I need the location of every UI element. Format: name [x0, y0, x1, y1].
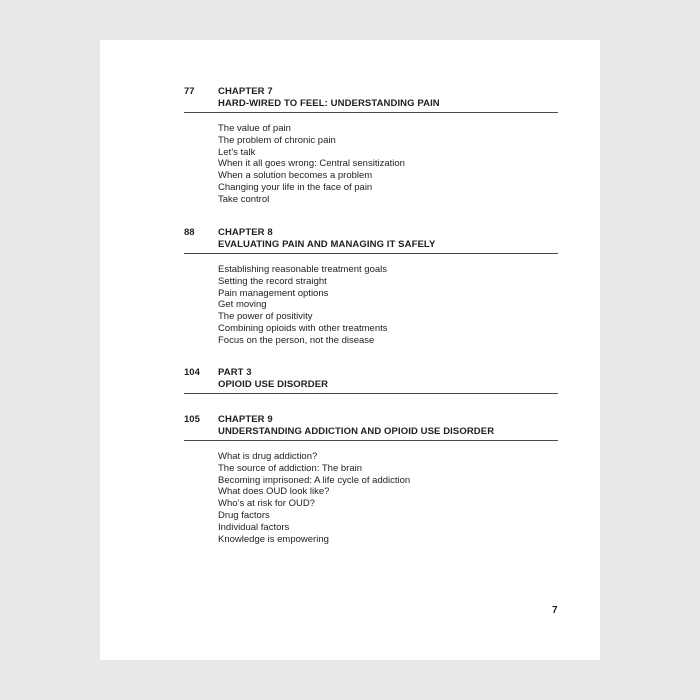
toc-section-chapter-7 [184, 86, 558, 205]
topic-list [218, 451, 410, 545]
topic-item: Combining opioids with other treatments [218, 322, 388, 334]
topic-item: When a solution becomes a problem [218, 170, 373, 182]
topic-item: The power of positivity [218, 311, 313, 323]
section-page-number: 77 [184, 86, 195, 97]
book-page [100, 40, 600, 660]
section-title: UNDERSTANDING ADDICTION AND OPIOID USE DISORDER [218, 426, 495, 437]
section-label: PART 3 [218, 367, 252, 378]
topic-item: The source of addiction: The brain [218, 462, 362, 474]
section-title: OPIOID USE DISORDER [218, 379, 329, 390]
topic-item: What does OUD look like? [218, 486, 330, 498]
section-label: CHAPTER 9 [218, 414, 273, 425]
topic-item: Who’s at risk for OUD? [218, 498, 315, 510]
topic-list [218, 264, 388, 347]
topic-item: Drug factors [218, 509, 270, 521]
topic-item: Focus on the person, not the disease [218, 334, 375, 346]
section-header [184, 414, 558, 441]
topic-item: Individual factors [218, 521, 290, 533]
section-header [184, 227, 558, 254]
toc-section-chapter-9 [184, 414, 558, 545]
topic-item: The problem of chronic pain [218, 134, 336, 146]
section-label: CHAPTER 7 [218, 86, 273, 97]
section-page-number: 104 [184, 367, 200, 378]
section-header [184, 86, 558, 113]
topic-item: When it all goes wrong: Central sensitization [218, 158, 405, 170]
topic-item: Establishing reasonable treatment goals [218, 264, 387, 275]
section-title: HARD-WIRED TO FEEL: UNDERSTANDING PAIN [218, 98, 440, 109]
page-folio-number: 7 [552, 605, 558, 616]
section-title: EVALUATING PAIN AND MANAGING IT SAFELY [218, 239, 436, 250]
topic-item: Take control [218, 193, 270, 205]
section-page-number: 105 [184, 414, 200, 425]
topic-item: What is drug addiction? [218, 451, 318, 462]
section-header [184, 367, 558, 394]
section-page-number: 88 [184, 227, 195, 238]
topic-item: Setting the record straight [218, 275, 327, 287]
toc-section-chapter-8 [184, 227, 558, 346]
topic-item: Knowledge is empowering [218, 533, 329, 545]
topic-item: Let’s talk [218, 146, 256, 158]
topic-item: Get moving [218, 299, 267, 311]
toc-section-part-3 [184, 367, 558, 394]
topic-item: Pain management options [218, 287, 329, 299]
section-label: CHAPTER 8 [218, 227, 273, 238]
topic-list [218, 123, 405, 206]
topic-item: The value of pain [218, 123, 291, 134]
topic-item: Changing your life in the face of pain [218, 181, 373, 193]
topic-item: Becoming imprisoned: A life cycle of addiction [218, 474, 411, 486]
